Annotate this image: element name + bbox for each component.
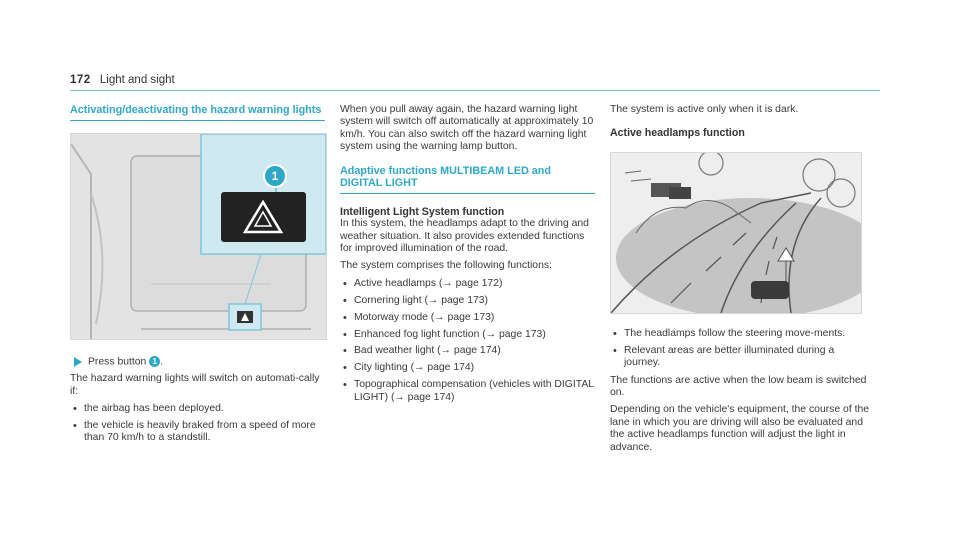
column-3 [610, 104, 870, 459]
list-item: • the airbag has been deployed. [73, 403, 224, 416]
list-item: • Relevant areas are better illuminated during a journey. [613, 344, 835, 369]
step-badge: 1 [149, 356, 160, 367]
bullet-icon: • [613, 344, 617, 357]
header-divider [70, 90, 880, 91]
active-headlamps-illustration [610, 152, 862, 314]
step-suffix: . [160, 355, 164, 367]
low-beam-para: The functions are active when the low beam is switched on. [610, 374, 867, 398]
section-name: Light and sight [99, 74, 175, 86]
headlamps-list [610, 328, 870, 370]
page-number: 172 [70, 74, 91, 86]
bullet-icon: • [613, 327, 617, 340]
column-1 [70, 104, 325, 450]
list-item[interactable]: • Cornering light (→ page 173) [343, 294, 488, 307]
list-item[interactable]: • Enhanced fog light function (→ page 173) [343, 328, 546, 341]
callout-badge-1: 1 [263, 164, 287, 188]
bullet-icon: • [343, 277, 347, 290]
auto-switch-list [70, 403, 325, 445]
column-2 [340, 104, 595, 409]
page-header [70, 74, 175, 86]
functions-intro-para: The system comprises the following functions: [340, 260, 552, 272]
dashboard-drawing [71, 134, 326, 339]
bullet-icon: • [343, 294, 347, 307]
bullet-icon: • [343, 345, 347, 358]
list-item[interactable]: • Motorway mode (→ page 173) [343, 311, 495, 324]
bullet-icon: • [73, 419, 77, 432]
bullet-icon: • [343, 362, 347, 375]
active-dark-para: The system is active only when it is dark. [610, 104, 799, 115]
subheading-intelligent-light: Intelligent Light System function [340, 205, 505, 218]
step-press-button [70, 356, 325, 369]
functions-list [340, 278, 595, 404]
list-item: • the vehicle is heavily braked from a speed of more than 70 km/h to a standstill. [73, 419, 316, 444]
list-item[interactable]: • Topographical compensation (vehicles with DIGITAL LIGHT) (→ page 174) [343, 379, 594, 403]
bullet-icon: • [343, 311, 347, 324]
bullet-icon: • [73, 403, 77, 416]
step-arrow-icon [74, 357, 82, 367]
section-title-hazard: Activating/deactivating the hazard warning lights [70, 104, 325, 121]
list-item: • The headlamps follow the steering move-ments. [613, 327, 846, 340]
auto-switch-para: The hazard warning lights will switch on automati-cally if: [70, 373, 320, 397]
road-illumination-drawing [611, 153, 861, 313]
list-item[interactable]: • Bad weather light (→ page 174) [343, 345, 501, 358]
bullet-icon: • [343, 379, 347, 392]
equipment-para: Depending on the vehicle's equipment, the course of the lane in which you are driving will also be evaluated and the active headlamps function will adjust the light in advance. [610, 404, 870, 453]
intelligent-light-para: In this system, the headlamps adapt to the driving and weather situation. It also provides extended functions for improved illumination of the road. [340, 218, 589, 255]
list-item[interactable]: • Active headlamps (→ page 172) [343, 277, 503, 290]
list-item[interactable]: • City lighting (→ page 174) [343, 362, 475, 375]
section-title-adaptive: Adaptive functions MULTIBEAM LED and DIGITAL LIGHT [340, 165, 595, 194]
bullet-icon: • [343, 328, 347, 341]
switch-off-para: When you pull away again, the hazard warning light system will switch off automatically at approximately 10 km/h. You can also switch off the hazard warning light system using the warning lamp button. [340, 104, 594, 153]
subheading-active-headlamps: Active headlamps function [610, 127, 745, 140]
step-text: Press button [88, 355, 147, 367]
hazard-button-illustration [70, 133, 327, 340]
